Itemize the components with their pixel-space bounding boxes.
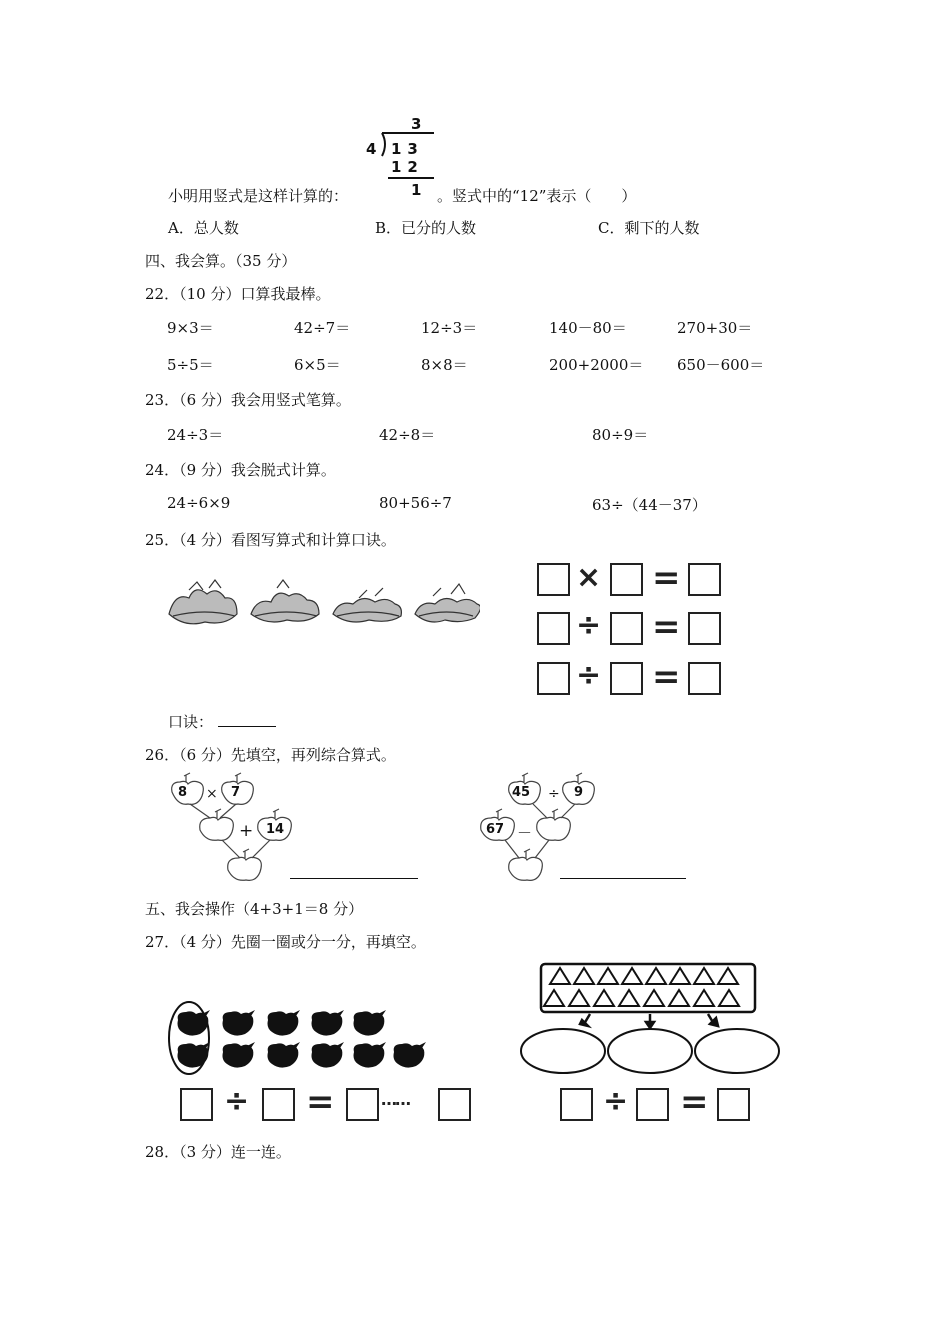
- triangle-icon: [669, 990, 689, 1006]
- answer-box[interactable]: [346, 1088, 379, 1121]
- q21-option-b[interactable]: B．已分的人数: [375, 219, 477, 237]
- times-sign: ×: [576, 560, 602, 595]
- q22-item: 9×3＝: [167, 319, 214, 337]
- division-quotient: 3: [411, 115, 422, 133]
- q25-title: 25．（4 分）看图写算式和计算口诀。: [145, 531, 396, 549]
- answer-box[interactable]: [537, 662, 570, 695]
- q24-item: 80+56÷7: [379, 494, 452, 512]
- nest-icon: [251, 580, 319, 622]
- division-remainder: 1: [411, 181, 422, 199]
- equals-sign: =: [652, 657, 681, 697]
- q26-title: 26．（6 分）先填空，再列综合算式。: [145, 746, 396, 764]
- triangle-icon: [594, 990, 614, 1006]
- triangle-icon: [544, 990, 564, 1006]
- remainder-dots: ……: [381, 1090, 409, 1109]
- section-5-title: 五、我会操作（4+3+1＝8 分）: [145, 900, 364, 918]
- times-sign: ×: [206, 786, 218, 802]
- apple-icon: [537, 817, 571, 840]
- koujue-label: 口诀：: [168, 713, 214, 731]
- triangle-icon: [694, 990, 714, 1006]
- q22-title: 22．（10 分）口算我最棒。: [145, 285, 331, 303]
- strawberry-icon: [354, 1010, 387, 1036]
- answer-box[interactable]: [688, 662, 721, 695]
- koujue-blank[interactable]: [218, 712, 276, 727]
- triangle-icon: [646, 968, 666, 984]
- strawberry-icon: [268, 1042, 301, 1068]
- equals-sign: =: [680, 1082, 709, 1122]
- q21-tail: 。竖式中的“12”表示（ ）: [437, 187, 637, 205]
- apple-icon: [509, 857, 543, 880]
- division-divisor: 4: [366, 140, 377, 158]
- apple-icon: [172, 781, 204, 804]
- division-bracket: [374, 130, 436, 182]
- q26-left-answer-blank[interactable]: [290, 864, 418, 879]
- nest-icon: [169, 580, 237, 624]
- q21-option-a[interactable]: A．总人数: [168, 219, 239, 237]
- q28-title: 28．（3 分）连一连。: [145, 1143, 291, 1161]
- q23-item: 80÷9＝: [592, 426, 649, 444]
- q21-lead: 小明用竖式是这样计算的：: [168, 187, 349, 205]
- nest-icon: [415, 584, 480, 622]
- q27-title: 27．（4 分）先圈一圈或分一分，再填空。: [145, 933, 426, 951]
- triangle-icon: [718, 968, 738, 984]
- q26-right-answer-blank[interactable]: [560, 864, 686, 879]
- apple-icon: [228, 857, 262, 880]
- q22-item: 270+30＝: [677, 319, 753, 337]
- strawberry-icon: [268, 1010, 301, 1036]
- apple-number: 9: [574, 785, 584, 800]
- equals-sign: =: [652, 558, 681, 598]
- divide-sign: ÷: [548, 786, 560, 802]
- q24-item: 24÷6×9: [167, 494, 231, 512]
- triangle-icon: [574, 968, 594, 984]
- answer-box[interactable]: [688, 612, 721, 645]
- group-oval: [608, 1029, 692, 1073]
- answer-box[interactable]: [560, 1088, 593, 1121]
- apple-number: 45: [512, 785, 531, 800]
- answer-box[interactable]: [537, 563, 570, 596]
- apple-icon: [200, 817, 234, 840]
- group-oval: [695, 1029, 779, 1073]
- q21-option-c[interactable]: C．剩下的人数: [598, 219, 700, 237]
- triangle-row-bottom: [544, 990, 739, 1006]
- q22-item: 6×5＝: [294, 356, 341, 374]
- q22-item: 12÷3＝: [421, 319, 478, 337]
- strawberry-group: [164, 1000, 429, 1080]
- answer-box[interactable]: [438, 1088, 471, 1121]
- apple-number: 8: [178, 785, 188, 800]
- apple-number: 14: [266, 822, 285, 837]
- answer-box[interactable]: [636, 1088, 669, 1121]
- q23-item: 24÷3＝: [167, 426, 224, 444]
- division-product: 12: [391, 158, 424, 176]
- strawberry-icon: [312, 1010, 345, 1036]
- q22-item: 5÷5＝: [167, 356, 214, 374]
- divide-sign: ÷: [603, 1084, 629, 1119]
- q22-item: 200+2000＝: [549, 356, 644, 374]
- triangle-icon: [644, 990, 664, 1006]
- triangle-icon: [719, 990, 739, 1006]
- strawberry-icon: [354, 1042, 387, 1068]
- q22-item: 140－80＝: [549, 319, 627, 337]
- empty-groups: [518, 1024, 782, 1076]
- equals-sign: =: [652, 607, 681, 647]
- tray-frame: [541, 964, 755, 1012]
- strawberry-icon: [178, 1010, 211, 1036]
- q23-title: 23．（6 分）我会用竖式笔算。: [145, 391, 351, 409]
- bird-nests-picture: [165, 574, 480, 634]
- triangle-icon: [622, 968, 642, 984]
- triangle-icon: [694, 968, 714, 984]
- divide-sign: ÷: [576, 658, 602, 693]
- answer-box[interactable]: [610, 612, 643, 645]
- triangle-row-top: [550, 968, 738, 984]
- answer-box[interactable]: [610, 662, 643, 695]
- equals-sign: =: [306, 1082, 335, 1122]
- q22-item: 8×8＝: [421, 356, 468, 374]
- answer-box[interactable]: [688, 563, 721, 596]
- q24-title: 24．（9 分）我会脱式计算。: [145, 461, 336, 479]
- answer-box[interactable]: [537, 612, 570, 645]
- nest-icon: [333, 588, 401, 622]
- apple-number: 7: [231, 785, 241, 800]
- divide-sign: ÷: [224, 1084, 250, 1119]
- triangle-icon: [569, 990, 589, 1006]
- strawberry-icon: [223, 1010, 256, 1036]
- strawberry-icon: [394, 1042, 427, 1068]
- answer-box[interactable]: [180, 1088, 213, 1121]
- plus-sign: +: [239, 821, 254, 841]
- group-oval: [521, 1029, 605, 1073]
- answer-box[interactable]: [262, 1088, 295, 1121]
- answer-box[interactable]: [717, 1088, 750, 1121]
- answer-box[interactable]: [610, 563, 643, 596]
- q24-item: 63÷（44－37）: [592, 496, 707, 514]
- section-4-title: 四、我会算。（35 分）: [145, 252, 297, 270]
- triangle-icon: [670, 968, 690, 984]
- koujue-row: [168, 711, 276, 732]
- strawberry-icon: [312, 1042, 345, 1068]
- division-dividend: 13: [391, 140, 424, 158]
- strawberry-icon: [178, 1042, 211, 1068]
- triangle-icon: [619, 990, 639, 1006]
- triangle-icon: [598, 968, 618, 984]
- triangle-icon: [550, 968, 570, 984]
- q22-item: 42÷7＝: [294, 319, 351, 337]
- q23-item: 42÷8＝: [379, 426, 436, 444]
- minus-sign: －: [517, 824, 533, 842]
- q21-question: [168, 185, 348, 206]
- strawberry-icon: [223, 1042, 256, 1068]
- q22-item: 650－600＝: [677, 356, 765, 374]
- divide-sign: ÷: [576, 608, 602, 643]
- apple-number: 67: [486, 822, 505, 837]
